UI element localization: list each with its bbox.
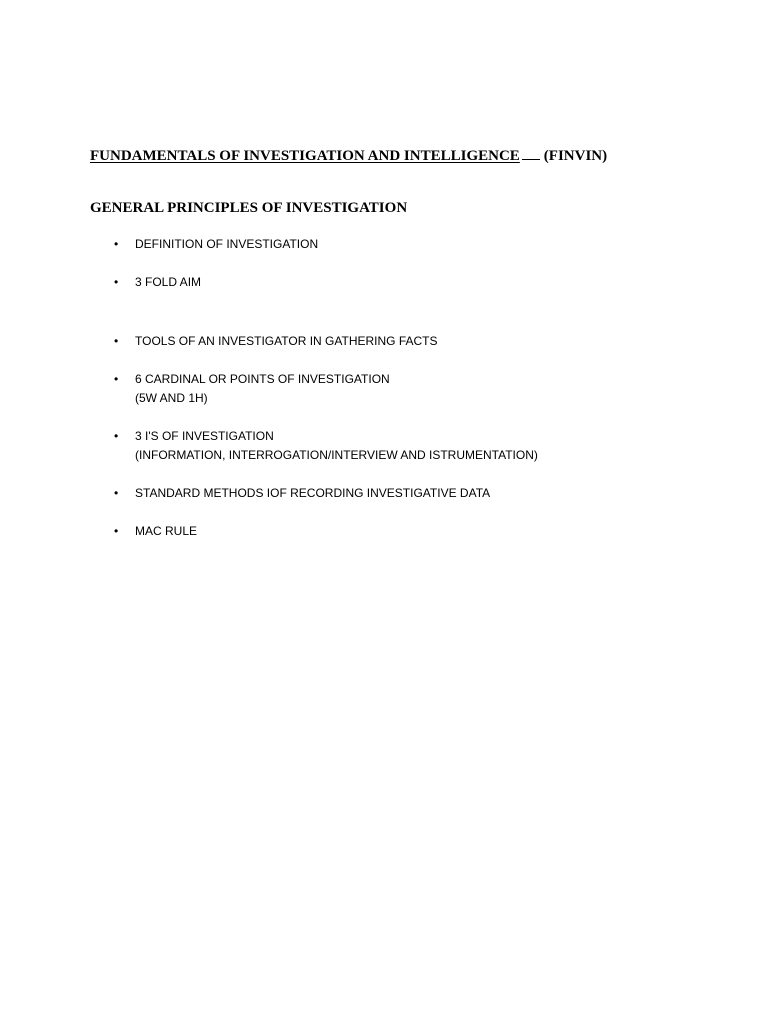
document-title-abbreviation: (FINVIN) bbox=[543, 148, 608, 164]
bullet-icon: • bbox=[114, 334, 119, 348]
title-underline-gap bbox=[522, 145, 540, 160]
bullet-icon: • bbox=[114, 524, 119, 538]
section-heading: GENERAL PRINCIPLES OF INVESTIGATION bbox=[90, 200, 408, 216]
document-title-text: FUNDAMENTALS OF INVESTIGATION AND INTELLIGENCE bbox=[90, 148, 520, 164]
bullet-icon: • bbox=[114, 237, 119, 251]
bullet-icon: • bbox=[114, 275, 119, 289]
list-item-text: 6 CARDINAL OR POINTS OF INVESTIGATION bbox=[135, 372, 390, 386]
list-item-text: 3 FOLD AIM bbox=[135, 275, 202, 289]
list-item-text: STANDARD METHODS IOF RECORDING INVESTIGATIVE DATA bbox=[135, 486, 491, 500]
list-item-subtext: (5W AND 1H) bbox=[135, 391, 208, 405]
document-title bbox=[90, 145, 607, 166]
list-item-text: MAC RULE bbox=[135, 524, 198, 538]
list-item-text: 3 I'S OF INVESTIGATION bbox=[135, 429, 274, 443]
bullet-icon: • bbox=[114, 429, 119, 443]
list-item-text: TOOLS OF AN INVESTIGATOR IN GATHERING FACTS bbox=[135, 334, 438, 348]
bullet-icon: • bbox=[114, 372, 119, 386]
bullet-icon: • bbox=[114, 486, 119, 500]
list-item-text: DEFINITION OF INVESTIGATION bbox=[135, 237, 319, 251]
list-item-subtext: (INFORMATION, INTERROGATION/INTERVIEW AND ISTRUMENTATION) bbox=[135, 448, 538, 462]
